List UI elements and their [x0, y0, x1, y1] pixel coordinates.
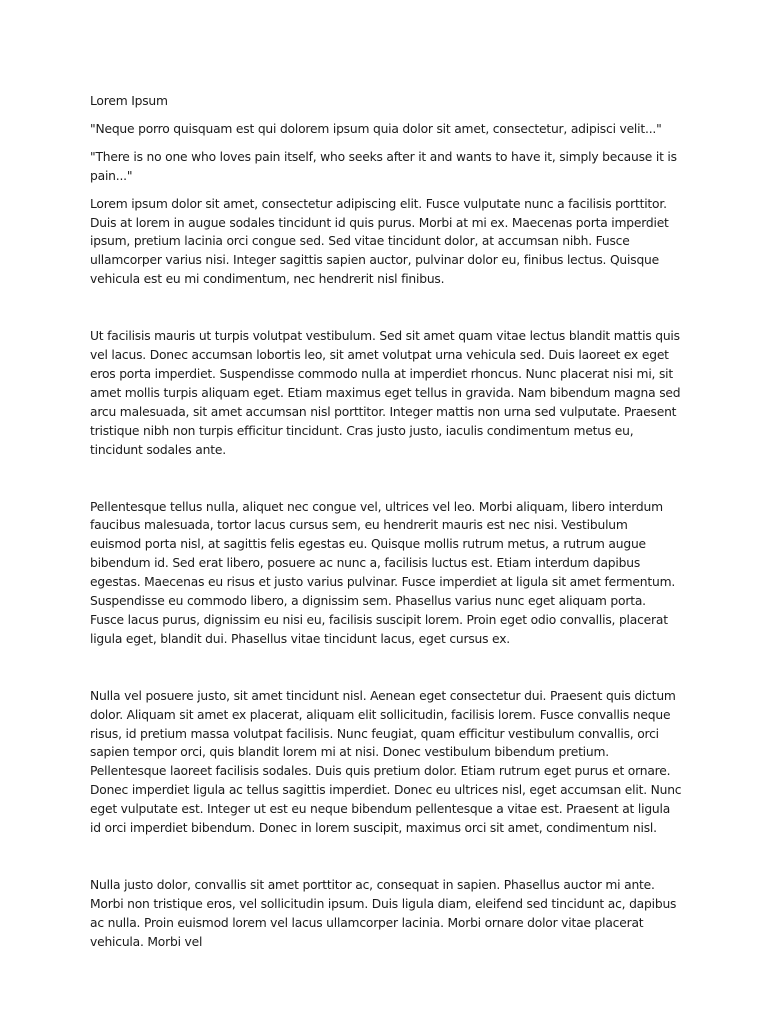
document-title: Lorem Ipsum — [90, 94, 168, 108]
quote-latin: "Neque porro quisquam est qui dolorem ipsum quia dolor sit amet, consectetur, adipisci velit..." — [90, 121, 662, 136]
paragraph-1: Lorem ipsum dolor sit amet, consectetur adipiscing elit. Fusce vulputate nunc a facilisis porttitor. Duis at lorem in augue sodales tincidunt id quis purus. Morbi at mi ex. Maecenas porta imperdiet ipsum, pretium lacinia orci congue sed. Sed vitae tincidunt dolor, at accumsan nibh. Fusce ullamcorper varius nisi. Integer sagittis sapien auctor, pulvinar dolor eu, finibus lectus. Quisque vehicula est eu mi condimentum, nec hendrerit nisl finibus. — [90, 196, 669, 287]
paragraph-3: Pellentesque tellus nulla, aliquet nec congue vel, ultrices vel leo. Morbi aliquam, libero interdum faucibus malesuada, tortor lacus cursus sem, eu hendrerit mauris est nec nisi. Vestibulum euismod porta nisl, at sagittis felis egestas eu. Quisque mollis rutrum metus, a rutrum augue bibendum id. Sed erat libero, posuere ac nunc a, facilisis luctus est. Etiam interdum dapibus egestas. Maecenas eu risus et justo varius pulvinar. Fusce imperdiet at ligula sit amet fermentum. Suspendisse eu commodo libero, a dignissim sem. Phasellus varius nunc eget aliquam porta. Fusce lacus purus, dignissim eu nisi eu, facilisis suscipit lorem. Proin eget odio convallis, placerat ligula eget, blandit dui. Phasellus vitae tincidunt lacus, eget cursus ex. — [90, 499, 676, 646]
paragraph-2: Ut facilisis mauris ut turpis volutpat vestibulum. Sed sit amet quam vitae lectus blandit mattis quis vel lacus. Donec accumsan lobortis leo, sit amet volutpat urna vehicula sed. Duis laoreet ex eget eros porta imperdiet. Suspendisse commodo nulla at imperdiet rhoncus. Nunc placerat nisi mi, sit amet mollis turpis aliquam eget. Etiam maximus eget tellus in gravida. Nam bibendum magna sed arcu malesuada, sit amet accumsan nisl porttitor. Integer mattis non urna sed vulputate. Praesent tristique nibh non turpis efficitur tincidunt. Cras justo justo, iaculis condimentum metus eu, tincidunt sodales ante. — [90, 329, 681, 457]
paragraph-5: Nulla justo dolor, convallis sit amet porttitor ac, consequat in sapien. Phasellus auctor mi ante. Morbi non tristique eros, vel sollicitudin ipsum. Duis ligula diam, eleifend sed tincidunt ac, dapibus ac nulla. Proin euismod lorem vel lacus ullamcorper lacinia. Morbi ornare dolor vitae placerat vehicula. Morbi vel — [90, 878, 677, 949]
quote-english: "There is no one who loves pain itself, who seeks after it and wants to have it, simply because it is pain..." — [90, 149, 677, 183]
paragraph-4: Nulla vel posuere justo, sit amet tincidunt nisl. Aenean eget consectetur dui. Praesent quis dictum dolor. Aliquam sit amet ex placerat, aliquam elit sollicitudin, facilisis lorem. Fusce convallis neque risus, id pretium massa volutpat facilisis. Nunc feugiat, quam efficitur vestibulum convallis, orci sapien tempor orci, quis blandit lorem mi at nisi. Donec vestibulum bibendum pretium. Pellentesque laoreet facilisis sodales. Duis quis pretium dolor. Etiam rutrum eget purus et ornare. Donec imperdiet ligula ac tellus sagittis imperdiet. Donec eu ultrices nisl, eget accumsan elit. Nunc eget vulputate est. Integer ut est eu neque bibendum pellentesque a vitae est. Praesent at ligula id orci imperdiet bibendum. Donec in lorem suscipit, maximus orci sit amet, condimentum nisl. — [90, 688, 682, 836]
